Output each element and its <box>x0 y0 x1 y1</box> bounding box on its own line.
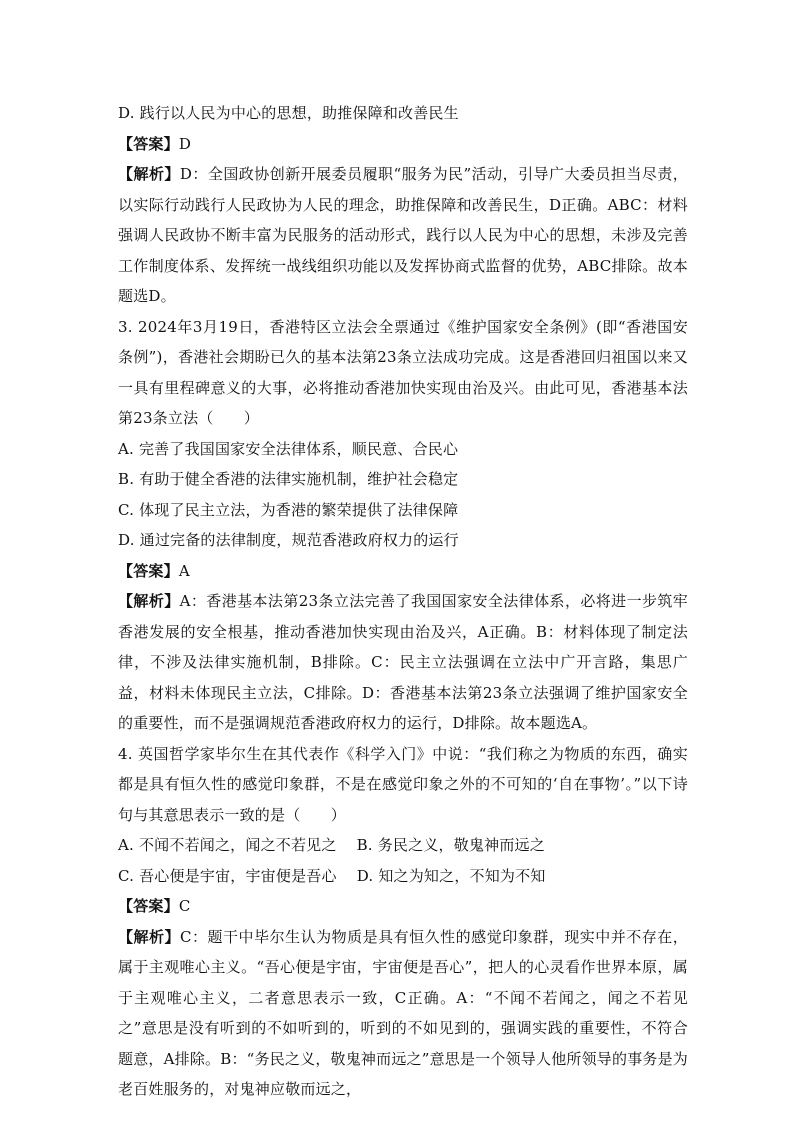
q2-analysis <box>118 159 688 312</box>
answer-tag: 【答案】 <box>118 561 179 580</box>
q2-option-d: D. 践行以人民为中心的思想，助推保障和改善民生 <box>118 104 459 122</box>
analysis-text: C：题干中毕尔生认为物质是具有恒久性的感觉印象群，现实中并不存在，属于主观唯心主义。“吾心便是宇宙，宇宙便是吾心”，把人的心灵看作世界本原，属于主观唯心主义，二者意思表示一致，C正确。A：“不闻不若闻之，闻之不若见之”意思是没有听到的不如听到的，听到的不如见到的，强调实践的重要性，不符合题意，A排除。B：“务民之义，敬鬼神而远之”意思是一个领导人他所领导的事务是为老百姓服务的，对鬼神应敬而远之， <box>118 927 688 1098</box>
q3-option-a: A. 完善了我国国家安全法律体系，顺民意、合民心 <box>118 439 459 458</box>
q4-option-b: B. 务民之义，敬鬼神而远之 <box>356 836 545 854</box>
analysis-text: D：全国政协创新开展委员履职“服务为民”活动，引导广大委员担当尽责，以实际行动践行人民政协为人民的理念，助推保障和改善民生，D正确。ABC：材料强调人民政协不断丰富为民服务的活动形式，践行以人民为中心的思想，未涉及完善工作制度体系、发挥统一战线组织功能以及发挥协商式监督的优势，ABC排除。故本题选D。 <box>118 165 688 305</box>
q3-option-d: D. 通过完备的法律制度，规范香港政府权力的运行 <box>118 531 459 549</box>
answer-tag: 【答案】 <box>118 134 179 153</box>
q4-option-d: D. 知之为知之，不知为不知 <box>356 866 546 885</box>
answer-value: C <box>178 897 191 915</box>
q4-options-row-2 <box>118 861 688 892</box>
q4-analysis <box>118 922 688 1105</box>
q4-option-a: A. 不闻不若闻之，闻之不若见之 <box>118 836 337 854</box>
analysis-text: A：香港基本法第23条立法完善了我国国家安全法律体系，必将进一步筑牢香港发展的安全根基，推动香港加快实现由治及兴，A正确。B：材料体现了制定法律，不涉及法律实施机制，B排除。C：民主立法强调在立法中广开言路，集思广益，材料未体现民主立法，C排除。D：香港基本法第23条立法强调了维护国家安全的重要性，而不是强调规范香港政府权力的运行，D排除。故本题选A。 <box>118 592 688 732</box>
q3-stem: 3. 2024年3月19日，香港特区立法会全票通过《维护国家安全条例》(即“香港国安条例”)，香港社会期盼已久的基本法第23条立法成功完成。这是香港回归祖国以来又一具有里程碑意义的大事，必将推动香港加快实现由治及兴。由此可见，香港基本法第23条立法（ ） <box>118 317 688 427</box>
document-page <box>118 98 688 1105</box>
q4-options-row-1 <box>118 830 688 861</box>
analysis-tag: 【解析】 <box>118 165 180 183</box>
q4-answer <box>118 891 688 922</box>
q3-answer <box>118 556 688 587</box>
answer-value: D <box>178 134 192 153</box>
q3-option-c: C. 体现了民主立法，为香港的繁荣提供了法律保障 <box>118 500 459 519</box>
analysis-tag: 【解析】 <box>118 927 181 946</box>
answer-tag: 【答案】 <box>118 897 179 915</box>
analysis-tag: 【解析】 <box>118 592 180 610</box>
answer-value: A <box>178 561 190 580</box>
q4-stem: 4. 英国哲学家毕尔生在其代表作《科学入门》中说：“我们称之为物质的东西，确实都是具有恒久性的感觉印象群，不是在感觉印象之外的不可知的‘自在事物’。”以下诗句与其意思表示一致的是（ ） <box>118 744 688 824</box>
q4-option-c: C. 吾心便是宇宙，宇宙便是吾心 <box>118 866 337 885</box>
q3-analysis <box>118 586 688 739</box>
q3-option-b: B. 有助于健全香港的法律实施机制，维护社会稳定 <box>118 470 459 488</box>
q2-answer <box>118 129 688 160</box>
